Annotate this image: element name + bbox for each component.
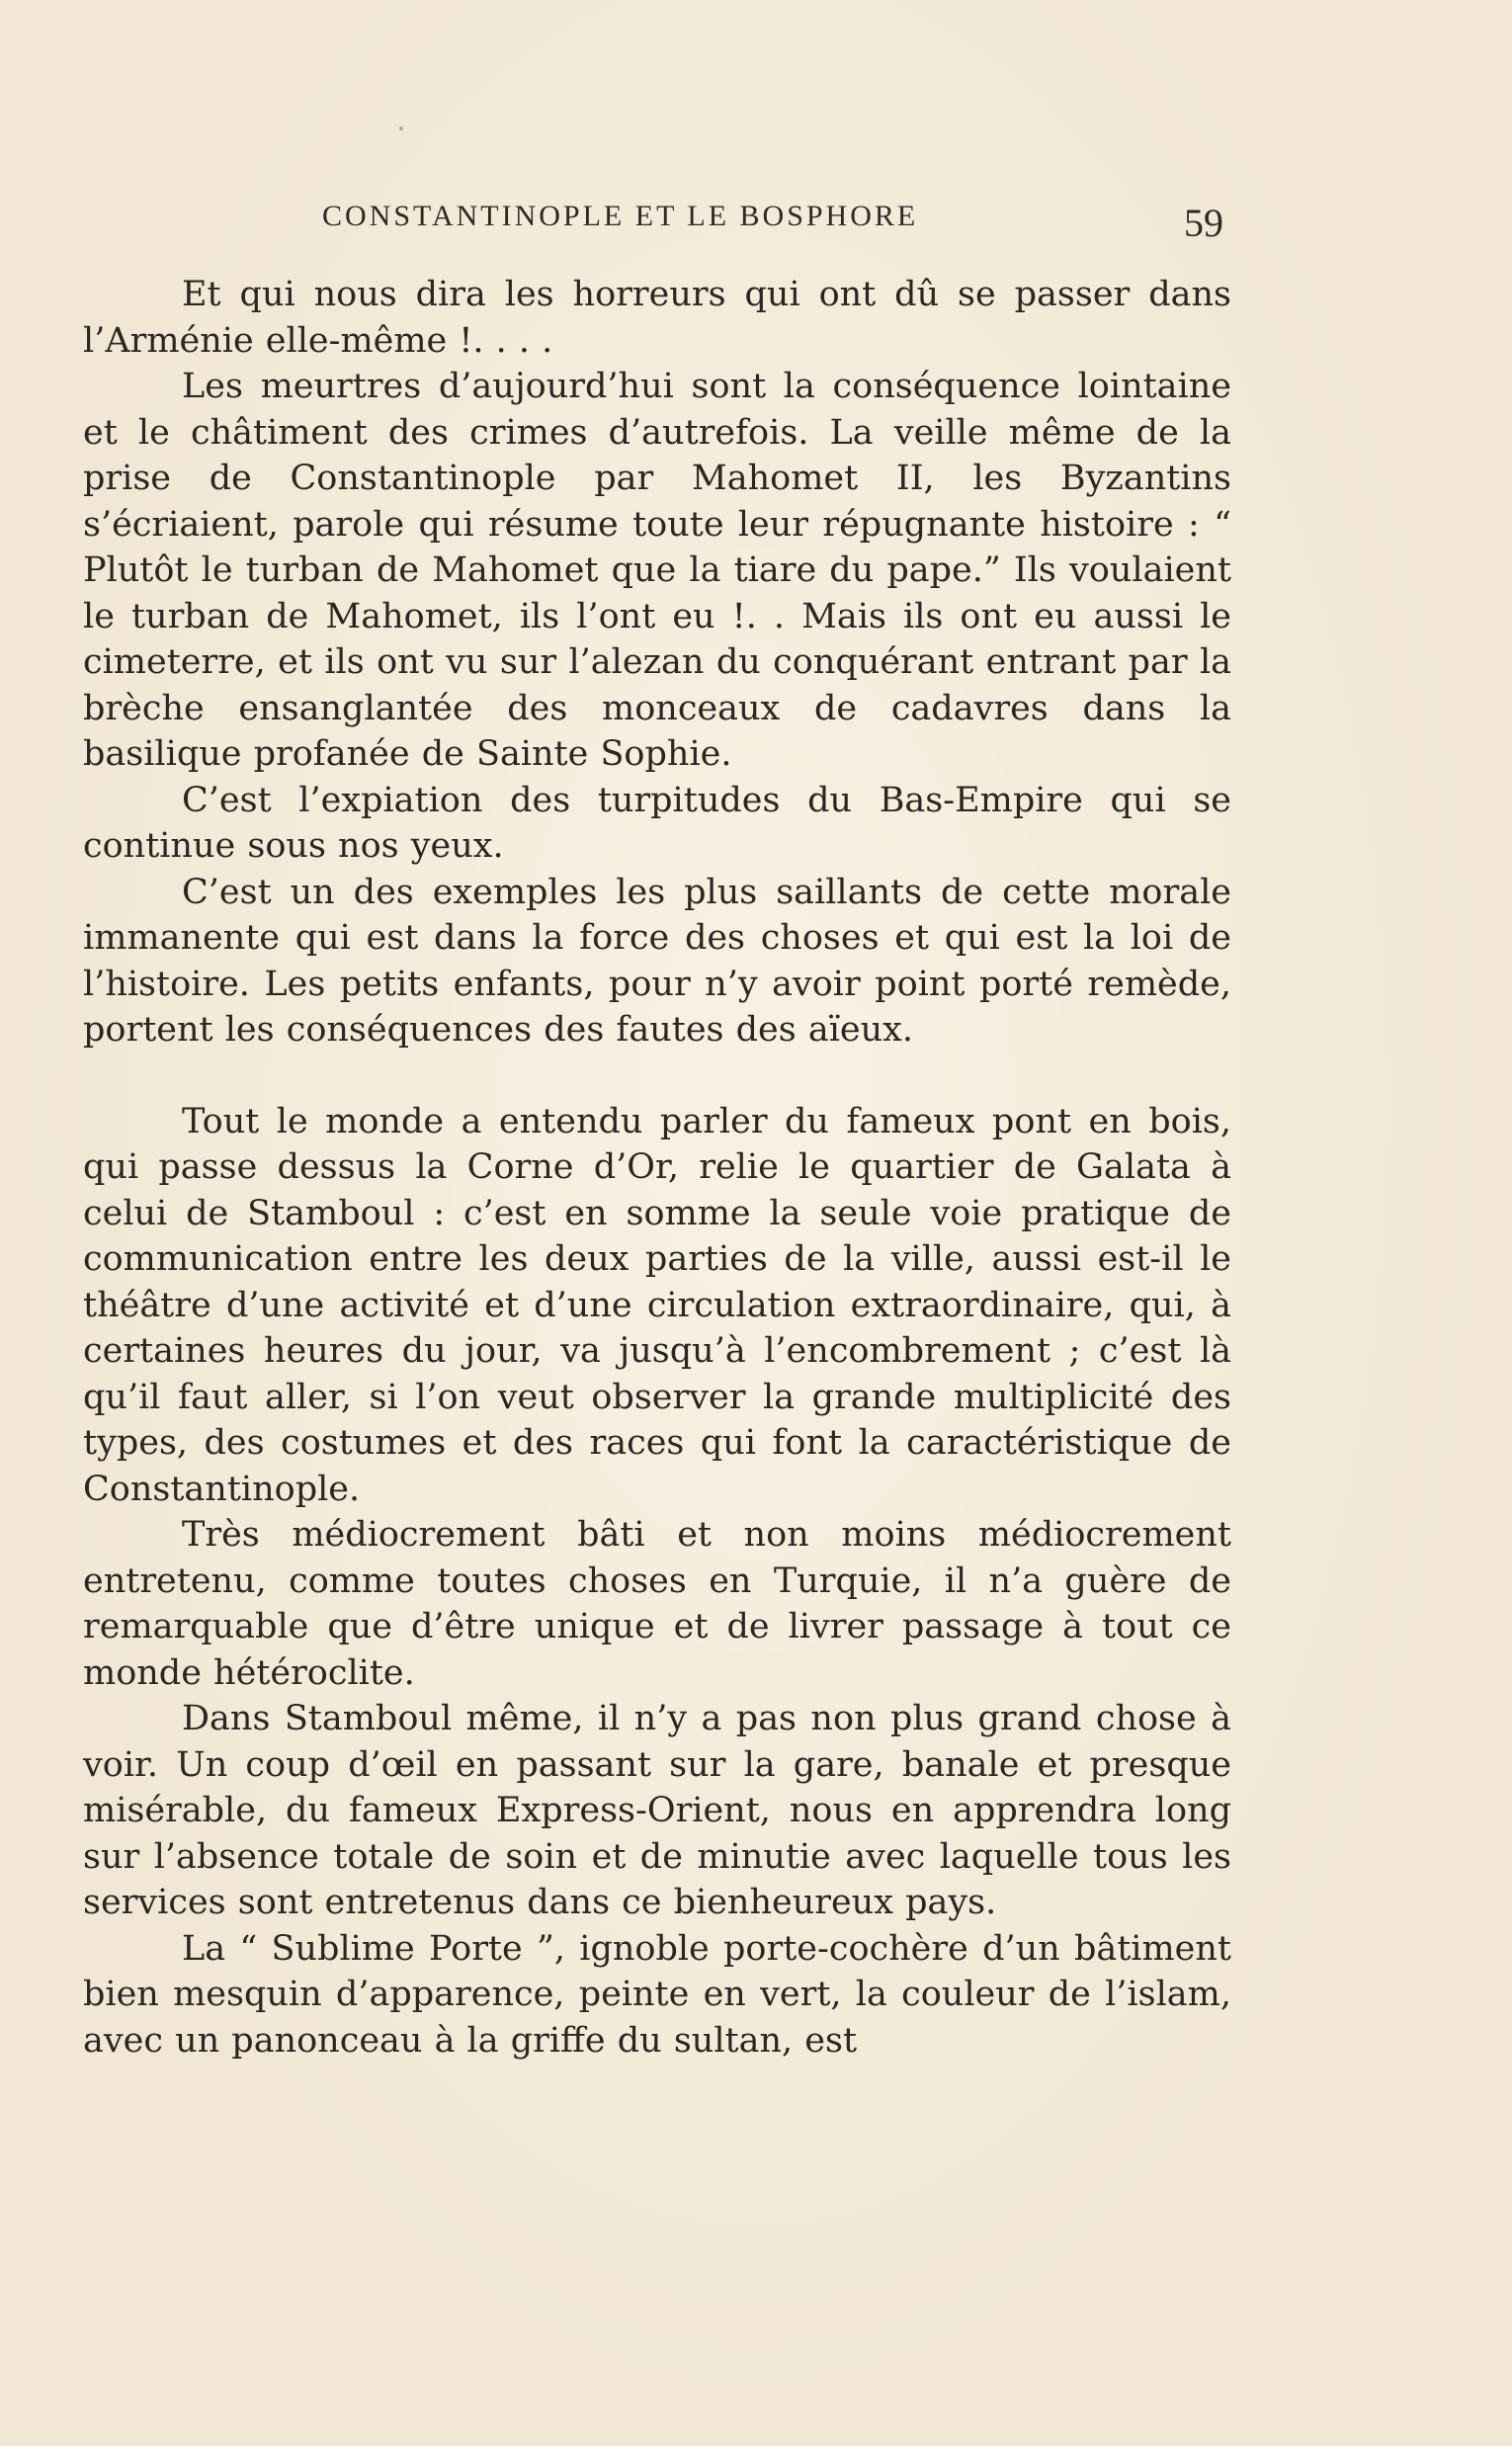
paragraph-5: Tout le monde a entendu parler du fameux pont en bois, qui passe dessus la Corne d’Or, relie le quartier de Galata à celui de Stamboul : c’est en somme la seule voie pratique de communication entre les deux parties de la ville, aussi est-il le théâtre d’une activité et d’une circulation extraordinaire, qui, à certaines heures du jour, va jusqu’à l’encombrement ; c’est là qu’il faut aller, si l’on veut observer la grande multiplicité des types, des costumes et des races qui font la caractéristique de Constantinople. (83, 1101, 1231, 1509)
body-text (83, 272, 1231, 2064)
page-number: 59 (1184, 201, 1223, 245)
paragraph-4: C’est un des exemples les plus saillants de cette morale immanente qui est dans la force des choses et qui est la loi de l’histoire. Les petits enfants, pour n’y avoir point porté remède, portent les conséquences des fautes des aïeux. (83, 872, 1231, 1050)
paragraph-8: La “ Sublime Porte ”, ignoble porte-cochère d’un bâtiment bien mesquin d’apparence, peinte en vert, la couleur de l’islam, avec un panonceau à la griffe du sultan, est (83, 1928, 1231, 2061)
paragraph-2: Les meurtres d’aujourd’hui sont la conséquence lointaine et le châtiment des crimes d’autrefois. La veille même de la prise de Constantinople par Mahomet II, les Byzantins s’écriaient, parole qui résume toute leur répugnante histoire : “ Plutôt le turban de Mahomet que la tiare du pape.” Ils voulaient le turban de Mahomet, ils l’ont eu !. . Mais ils ont eu aussi le cimeterre, et ils ont vu sur l’alezan du conquérant entrant par la brèche ensanglantée des monceaux de cadavres dans la basilique profanée de Sainte Sophie. (83, 367, 1231, 774)
paragraph-6: Très médiocrement bâti et non moins médiocrement entretenu, comme toutes choses en Turquie, il n’a guère de remarquable que d’être unique et de livrer passage à tout ce monde hétéroclite. (83, 1515, 1231, 1693)
paragraph-3: C’est l’expiation des turpitudes du Bas-Empire qui se continue sous nos yeux. (83, 780, 1231, 866)
running-title: CONSTANTINOPLE ET LE BOSPHORE (322, 200, 919, 232)
paragraph-7: Dans Stamboul même, il n’y a pas non plus grand chose à voir. Un coup d’œil en passant sur la gare, banale et presque misérable, du fameux Express-Orient, nous en apprendra long sur l’absence totale de soin et de minutie avec laquelle tous les services sont entretenus dans ce bienheureux pays. (83, 1699, 1231, 1922)
paper-speck (399, 127, 403, 130)
paragraph-1: Et qui nous dira les horreurs qui ont dû se passer dans l’Arménie elle-même !. . . . (83, 275, 1231, 361)
